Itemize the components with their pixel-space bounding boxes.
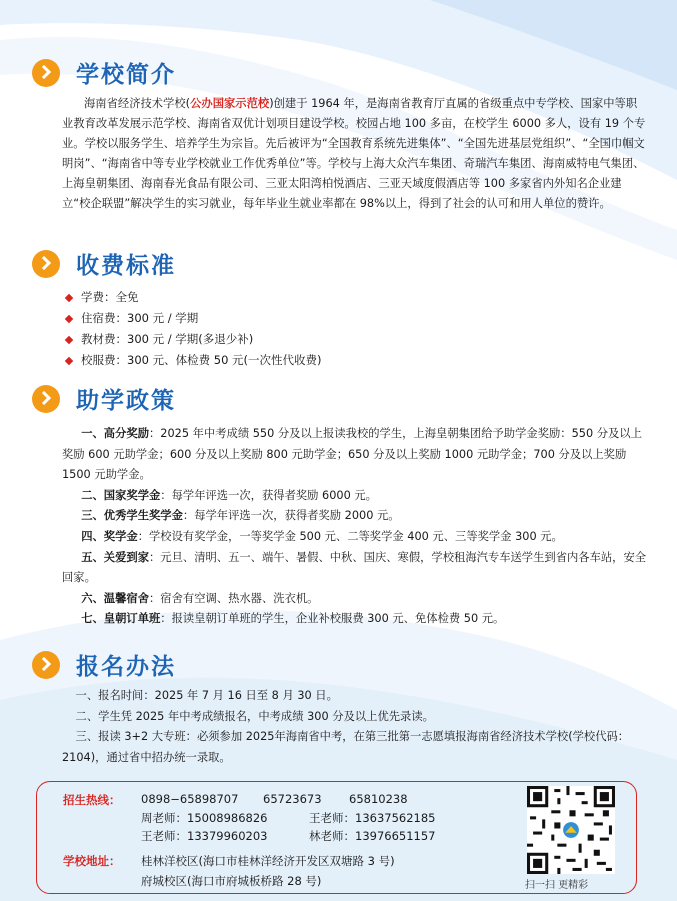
list-item: 一、报名时间：2025 年 7 月 16 日至 8 月 30 日。: [75, 689, 338, 702]
registration-list: [62, 686, 648, 768]
list-item: 二、学生凭 2025 年中考成绩报名，中考成绩 300 分及以上优先录读。: [75, 709, 434, 723]
diamond-bullet-icon: [65, 335, 73, 343]
aid-title: 助学政策: [76, 388, 176, 414]
list-item: 教材费：300 元 / 学期(多退少补): [66, 329, 322, 350]
registration-title: 报名办法: [76, 654, 176, 680]
list-item: 七、皇朝订单班：报读皇朝订单班的学生，企业补校服费 300 元、免体检费 50 元。: [81, 612, 505, 626]
teacher-contact: 王老师：13637562185: [309, 811, 436, 825]
list-item: 五、关爱到家：元旦、清明、五一、端午、暑假、中秋、国庆、寒假，学校租海汽专车送学生到省内各车站，安全回家。: [62, 550, 647, 585]
phone-number: 65723673: [263, 792, 322, 806]
qr-code[interactable]: [527, 786, 615, 874]
list-item: 校服费：300 元、体检费 50 元(一次性代收费): [66, 350, 322, 371]
chevron-right-icon: [32, 651, 60, 679]
chevron-right-icon: [32, 59, 60, 87]
address-line: 桂林洋校区(海口市桂林洋经济开发区双塘路 3 号): [141, 854, 395, 868]
teacher-contact: 林老师：13976651157: [309, 829, 436, 843]
diamond-bullet-icon: [65, 356, 73, 364]
list-item: 住宿费：300 元 / 学期: [66, 308, 322, 329]
intro-paragraph: [62, 94, 646, 214]
section-registration-heading: [32, 648, 176, 681]
list-item: 六、温馨宿舍：宿舍有空调、热水器、洗衣机。: [81, 591, 319, 605]
list-item: 学费：全免: [66, 287, 322, 308]
diamond-bullet-icon: [65, 314, 73, 322]
address-line: 府城校区(海口市府城板桥路 28 号): [141, 874, 322, 888]
list-item: 一、高分奖励：2025 年中考成绩 550 分及以上报读我校的学生，上海皇朝集团给予助学金奖励：550 分及以上奖励 600 元助学金；600 分及以上奖励 800 元助学金；650 分及以上奖励 1000 元助学金；700 分及以上奖励 1500 元助学金。: [62, 427, 642, 482]
intro-title: 学校简介: [76, 62, 176, 88]
diamond-bullet-icon: [65, 293, 73, 301]
intro-highlight: 公办国家示范校: [190, 97, 270, 110]
qr-caption: 扫一扫 更精彩: [525, 880, 589, 891]
contact-box: [36, 781, 637, 894]
section-fees-heading: [32, 247, 176, 280]
list-item: 三、报读 3+2 大专班：必须参加 2025年海南省中考，在第三批第一志愿填报海南省经济技术学校(学校代码：2104)，通过省中招办统一录取。: [62, 730, 630, 764]
fees-title: 收费标准: [76, 253, 176, 279]
hotline-label: 招生热线：: [63, 793, 121, 807]
intro-text-b: )创建于 1964 年，是海南省教育厅直属的省级重点中专学校、国家中等职业教育改革发展示范学校、海南省双优计划项目建设学校。校园占地 100 多亩，在校学生 6000 多人，设有 19 个专业。学校以服务学生、培养学生为宗旨。先后被评为“全国教育系统先进集体”、“全国先进基层党组织”、“全国巾帼文明岗”、“海南省中等专业学校就业工作优秀单位”等。学校与上海大众汽车集团、奇瑞汽车集团、海南威特电气集团、上海皇朝集团、海南春光食品有限公司、三亚太阳湾柏悦酒店、三亚天域度假酒店等 100 多家省内外知名企业建立“校企联盟”解决学生的实习就业，每年毕业生就业率都在 98%以上，得到了社会的认可和用人单位的赞许。: [62, 97, 646, 210]
address-label: 学校地址：: [63, 854, 121, 868]
chevron-right-icon: [32, 250, 60, 278]
section-aid-heading: [32, 382, 176, 415]
list-item: 三、优秀学生奖学金：每学年评选一次，获得者奖励 2000 元。: [81, 509, 400, 523]
intro-text-a: 海南省经济技术学校(: [84, 97, 191, 110]
phone-number: 65810238: [349, 792, 408, 806]
list-item: 四、奖学金：学校设有奖学金，一等奖学金 500 元、二等奖学金 400 元、三等奖学金 300 元。: [81, 529, 563, 543]
chevron-right-icon: [32, 385, 60, 413]
phone-number: 0898−65898707: [141, 792, 239, 806]
teacher-contact: 王老师：13379960203: [141, 829, 268, 843]
teacher-contact: 周老师：15008986826: [141, 811, 268, 825]
aid-list: [62, 424, 648, 630]
list-item: 二、国家奖学金：每学年评选一次，获得者奖励 6000 元。: [81, 488, 377, 502]
fees-list: [66, 287, 322, 371]
section-intro-heading: [32, 56, 176, 89]
